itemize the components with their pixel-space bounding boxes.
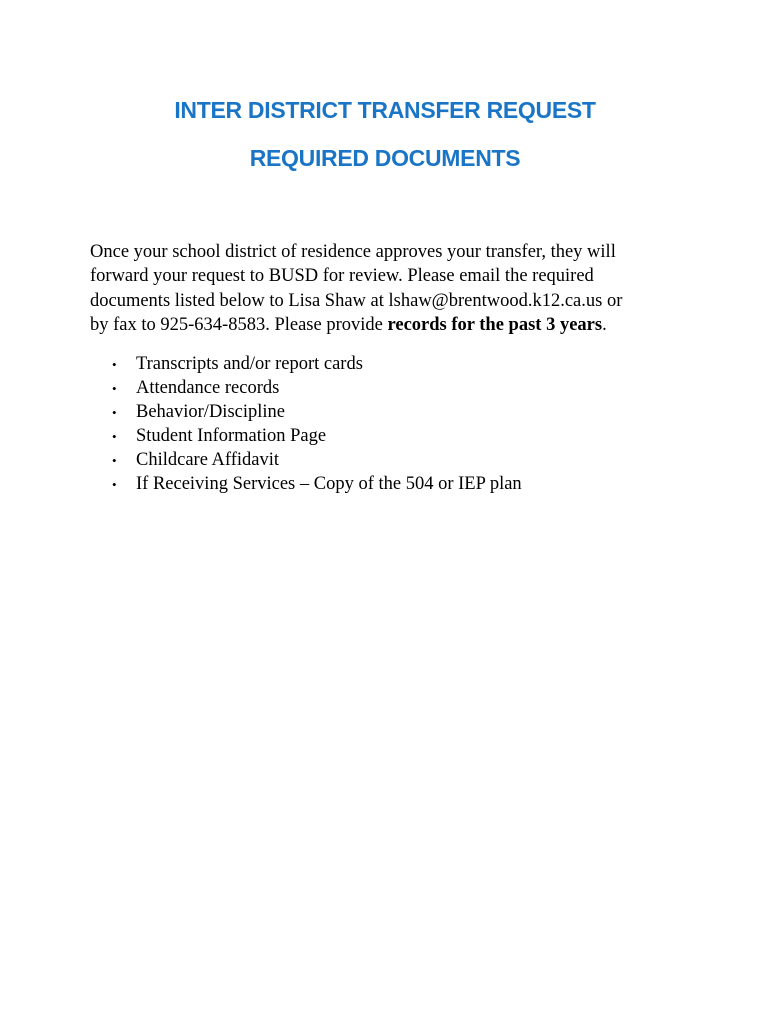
list-item-label: Transcripts and/or report cards <box>136 354 363 374</box>
bullet-icon: • <box>112 428 117 444</box>
instructions-line-4 <box>90 313 690 337</box>
bullet-icon: • <box>112 476 117 492</box>
bullet-icon: • <box>112 404 117 420</box>
list-item-label: Behavior/Discipline <box>136 401 285 422</box>
list-item-label: Attendance records <box>136 377 280 398</box>
instructions-line-4-prefix: by fax to 925-634-8583. Please provide <box>90 314 388 335</box>
document-subtitle: REQUIRED DOCUMENTS <box>249 145 521 171</box>
list-item <box>90 473 522 497</box>
bullet-icon: • <box>112 380 117 396</box>
instructions-line-4-suffix: . <box>602 314 607 335</box>
list-item <box>90 353 522 377</box>
list-item <box>90 425 522 449</box>
records-period-emphasis: records for the past 3 years <box>387 314 603 335</box>
list-item <box>90 401 522 425</box>
list-item-label: Student Information Page <box>136 425 327 446</box>
bullet-icon: • <box>112 357 117 372</box>
document-title: INTER DISTRICT TRANSFER REQUEST <box>174 97 596 123</box>
list-item-label: Childcare Affidavit <box>136 449 279 470</box>
list-item-label: If Receiving Services – Copy of the 504 or IEP plan <box>136 473 522 494</box>
list-item <box>90 377 522 401</box>
instructions-line-3: documents listed below to Lisa Shaw at lshaw@brentwood.k12.ca.us or <box>90 290 623 311</box>
instructions-line-2: forward your request to BUSD for review. Please email the required <box>90 266 594 287</box>
instructions-paragraph <box>90 240 690 337</box>
bullet-icon: • <box>112 452 117 468</box>
required-documents-list <box>90 353 522 496</box>
instructions-line-1: Once your school district of residence approves your transfer, they will <box>90 242 616 262</box>
list-item <box>90 449 522 473</box>
